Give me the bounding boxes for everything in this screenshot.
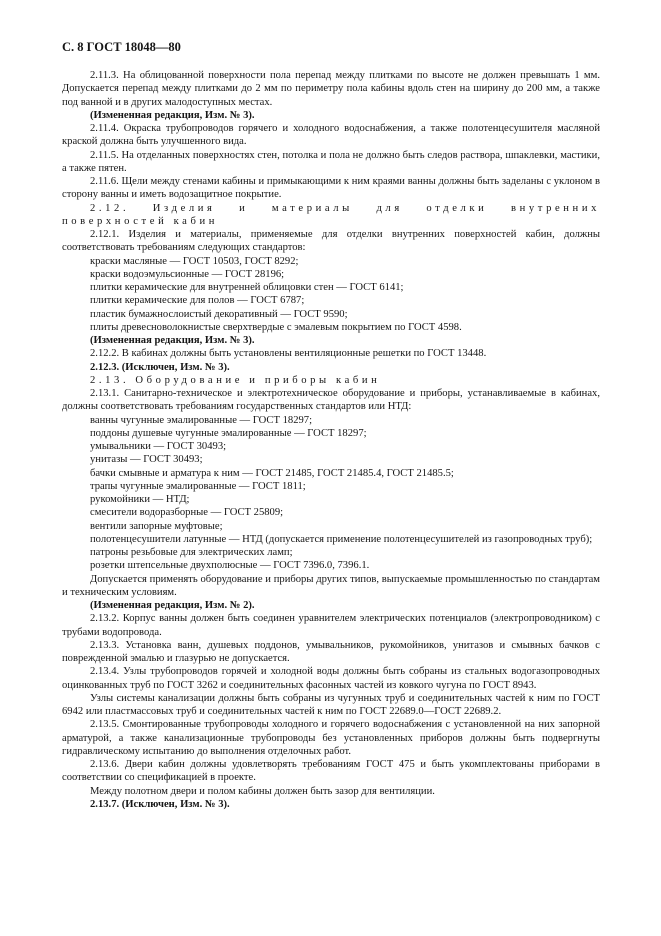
list-item: рукомойники — НТД; xyxy=(90,494,190,505)
list-item: плиты древесноволокнистые сверхтвердые с эмалевым покрытием по ГОСТ 4598. xyxy=(90,321,462,333)
amendment-note: (Измененная редакция, Изм. № 3). xyxy=(90,109,255,121)
document-page xyxy=(62,40,600,811)
section-heading-2-12: 2.12. Изделия и материалы для отделки внутренних поверхностей кабин xyxy=(62,202,600,227)
paragraph-2-13-5: 2.13.5. Смонтированные трубопроводы холодного и горячего водоснабжения с установленной на них запорной арматурой, а также канализационные трубопроводы без установленных приборов должны быть подвергнуты гидравлическому испытанию до выполнения отделочных работ. xyxy=(62,719,600,757)
paragraph-2-13-4: 2.13.4. Узлы трубопроводов горячей и холодной воды должны быть собраны из стальных водогазопроводных оцинкованных труб по ГОСТ 3262 и соединительных фасонных частей из ковкого чугуна по ГОСТ 8943. xyxy=(62,666,600,691)
paragraph-2-13-3: 2.13.3. Установка ванн, душевых поддонов, умывальников, рукомойников, унитазов и смывных бачков с поврежденной эмалью и глазурью не допускается. xyxy=(62,639,600,664)
paragraph-2-11-4: 2.11.4. Окраска трубопроводов горячего и холодного водоснабжения, а также полотенцесушителя масляной краской должна быть улучшенного вида. xyxy=(62,123,600,148)
list-item: умывальники — ГОСТ 30493; xyxy=(90,441,227,452)
paragraph-2-11-6: 2.11.6. Щели между стенами кабины и примыкающими к ним краями ванны должны быть заделаны с уклоном в сторону ванны и иметь водозащитное покрытие. xyxy=(62,176,600,201)
paragraph-2-12-2: 2.12.2. В кабинах должны быть установлены вентиляционные решетки по ГОСТ 13448. xyxy=(90,348,487,360)
paragraph-2-12-1: 2.12.1. Изделия и материалы, применяемые для отделки внутренних поверхностей кабин, должны соответствовать требованиям следующих стандартов: xyxy=(62,229,600,254)
list-item: плитки керамические для внутренней облицовки стен — ГОСТ 6141; xyxy=(90,282,404,293)
list-item: бачки смывные и арматура к ним — ГОСТ 21485, ГОСТ 21485.4, ГОСТ 21485.5; xyxy=(90,467,454,479)
paragraph-allowance: Допускается применять оборудование и приборы других типов, выпускаемые промышленностью по стандартам и техническим условиям. xyxy=(62,573,600,598)
page-header: С. 8 ГОСТ 18048—80 xyxy=(62,40,181,54)
amendment-note: (Измененная редакция, Изм. № 2). xyxy=(90,600,255,611)
amendment-note: (Измененная редакция, Изм. № 3). xyxy=(90,335,255,346)
paragraph-door-gap: Между полотном двери и полом кабины должен быть зазор для вентиляции. xyxy=(90,785,435,797)
paragraph-2-13-7: 2.13.7. (Исключен, Изм. № 3). xyxy=(90,798,230,810)
list-item: полотенцесушители латунные — НТД (допускается применение полотенцесушителей из газопроводных труб); xyxy=(90,533,593,545)
list-item: пластик бумажнослоистый декоративный — ГОСТ 9590; xyxy=(90,308,348,320)
paragraph-2-13-6: 2.13.6. Двери кабин должны удовлетворять требованиям ГОСТ 475 и быть укомплектованы приборами в соответствии со спецификацией в проекте. xyxy=(62,759,600,784)
list-item: розетки штепсельные двухполюсные — ГОСТ 7396.0, 7396.1. xyxy=(90,560,370,572)
list-item: смесители водоразборные — ГОСТ 25809; xyxy=(90,507,284,519)
section-heading-2-13: 2.13. Оборудование и приборы кабин xyxy=(90,374,381,386)
list-item: патроны резьбовые для электрических ламп; xyxy=(90,547,293,558)
list-item: краски водоэмульсионные — ГОСТ 28196; xyxy=(90,268,285,280)
list-item: унитазы — ГОСТ 30493; xyxy=(90,454,203,466)
list-item: плитки керамические для полов — ГОСТ 6787; xyxy=(90,295,305,307)
list-item: ванны чугунные эмалированные — ГОСТ 18297; xyxy=(90,414,313,426)
list-item: поддоны душевые чугунные эмалированные — ГОСТ 18297; xyxy=(90,427,367,439)
list-item: краски масляные — ГОСТ 10503, ГОСТ 8292; xyxy=(90,255,299,267)
list-item: трапы чугунные эмалированные — ГОСТ 1811; xyxy=(90,480,306,492)
paragraph-2-12-3: 2.12.3. (Исключен, Изм. № 3). xyxy=(90,361,230,373)
paragraph-2-11-3: 2.11.3. На облицованной поверхности пола перепад между плитками по высоте не должен превышать 1 мм. Допускается перепад между плитками до 2 мм по периметру пола кабины вдоль стен на ширину до 200 мм, а также под ванной и в других малодоступных местах. xyxy=(62,70,600,108)
paragraph-sewer-nodes: Узлы системы канализации должны быть собраны из чугунных труб и соединительных частей к ним по ГОСТ 6942 или пластмассовых труб и соединительных частей к ним по ГОСТ 22689.0—ГОСТ 22689.2. xyxy=(62,692,600,717)
paragraph-2-11-5: 2.11.5. На отделанных поверхностях стен, потолка и пола не должно быть следов раствора, шпаклевки, мастики, а также пятен. xyxy=(62,149,600,174)
paragraph-2-13-2: 2.13.2. Корпус ванны должен быть соединен уравнителем электрических потенциалов (электропроводником) с трубами водопровода. xyxy=(62,613,600,638)
list-item: вентили запорные муфтовые; xyxy=(90,520,223,532)
paragraph-2-13-1: 2.13.1. Санитарно-техническое и электротехническое оборудование и приборы, устанавливаемые в кабинах, должны соответствовать требованиям государственных стандартов или НТД: xyxy=(62,388,600,413)
